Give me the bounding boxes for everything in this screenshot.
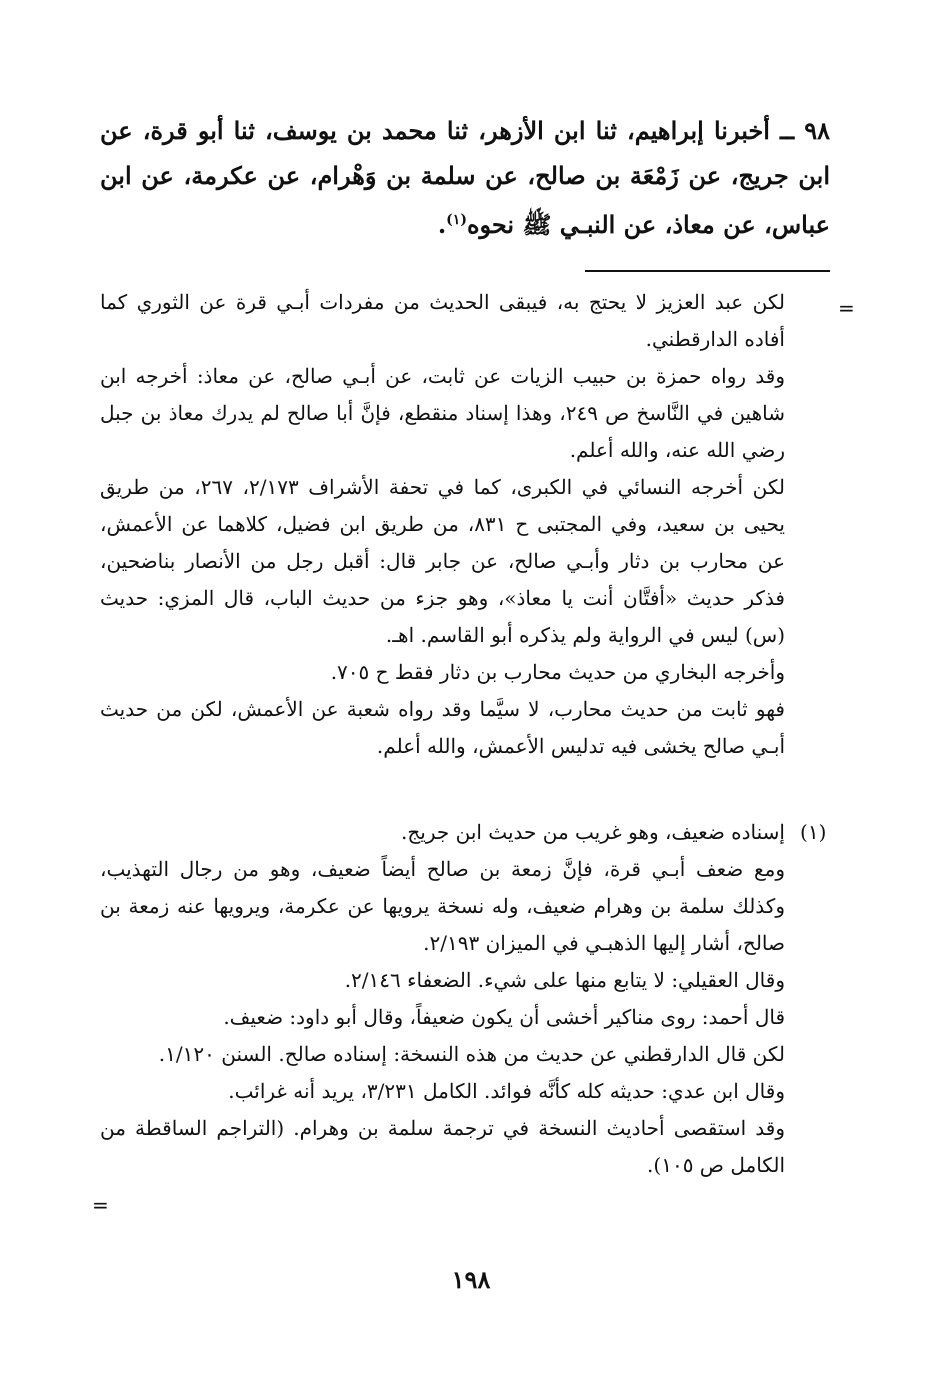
- footnote-reference: (١): [446, 212, 467, 228]
- footnote-separator: [585, 270, 830, 272]
- footnote-paragraph: إسناده ضعيف، وهو غريب من حديث ابن جريج.: [401, 820, 785, 844]
- page-number: ١٩٨: [451, 1265, 491, 1294]
- hadith-number: ٩٨: [804, 116, 830, 145]
- footnote-paragraph: وأخرجه البخاري من حديث محارب بن دثار فقط ح ٧٠٥.: [330, 660, 785, 684]
- footnote-continued: [100, 284, 785, 765]
- hadith-body: ــ أخبرنا إبراهيم، ثنا ابن الأزهر، ثنا محمد بن يوسف، ثنا أبو قرة، عن ابن جريج، عن زَمْعَة بن صالح، عن سلمة بن وَهْرام، عن عكرمة، عن ابن عباس، عن معاذ، عن النبـي ﷺ نحوه: [100, 116, 830, 239]
- footnote-paragraph: لكن عبد العزيز لا يحتج به، فيبقى الحديث من مفردات أبـي قرة عن الثوري كما أفاده الدارقطني.: [100, 290, 785, 351]
- continuation-marker-top: =: [838, 296, 855, 320]
- footnote-paragraph: وقد استقصى أحاديث النسخة في ترجمة سلمة بن وهرام. (التراجم الساقطة من الكامل ص ١٠٥).: [100, 1116, 785, 1177]
- footnote-paragraph: وقال ابن عدي: حديثه كله كأنَّه فوائد. الكامل ٣/٢٣١، يريد أنه غرائب.: [228, 1079, 785, 1103]
- hadith-end: .: [437, 210, 447, 239]
- footnote-1: [100, 814, 785, 1184]
- footnote-paragraph: لكن أخرجه النسائي في الكبرى، كما في تحفة الأشراف ٢/١٧٣، ٢٦٧، من طريق يحيى بن سعيد، وفي المجتبى ح ٨٣١، من طريق ابن فضيل، كلاهما عن الأعمش، عن محارب بن دثار وأبـي صالح، عن جابر قال: أقبل رجل من الأنصار بناضحين، فذكر حديث «أفتَّان أنت يا معاذ»، وهو جزء من حديث الباب، قال المزي: حديث (س) ليس في الرواية ولم يذكره أبو القاسم. اهـ.: [100, 475, 785, 647]
- footnote-paragraph: قال أحمد: روى مناكير أخشى أن يكون ضعيفاً، وقال أبو داود: ضعيف.: [223, 1005, 785, 1029]
- footnote-paragraph: وقد رواه حمزة بن حبيب الزيات عن ثابت، عن أبـي صالح، عن معاذ: أخرجه ابن شاهين في النَّاسخ ص ٢٤٩، وهذا إسناد منقطع، فإنَّ أبا صالح لم يدرك معاذ بن جبل رضي الله عنه، والله أعلم.: [100, 364, 785, 462]
- footnote-paragraph: ومع ضعف أبـي قرة، فإنَّ زمعة بن صالح أيضاً ضعيف، وهو من رجال التهذيب، وكذلك سلمة بن وهرام ضعيف، وله نسخة يرويها عن عكرمة، ويرويها عنه زمعة بن صالح، أشار إليها الذهبـي في الميزان ٢/١٩٣.: [100, 857, 785, 955]
- hadith-text: [100, 108, 830, 247]
- footnote-paragraph: فهو ثابت من حديث محارب، لا سيَّما وقد رواه شعبة عن الأعمش، لكن من حديث أبـي صالح يخشى فيه تدليس الأعمش، والله أعلم.: [100, 697, 785, 758]
- continuation-marker-bottom: =: [92, 1193, 109, 1217]
- footnote-1-label: (١): [800, 820, 827, 844]
- footnote-paragraph: وقال العقيلي: لا يتابع منها على شيء. الضعفاء ٢/١٤٦.: [344, 968, 785, 992]
- footnote-paragraph: لكن قال الدارقطني عن حديث من هذه النسخة: إسناده صالح. السنن ١/١٢٠.: [158, 1042, 785, 1066]
